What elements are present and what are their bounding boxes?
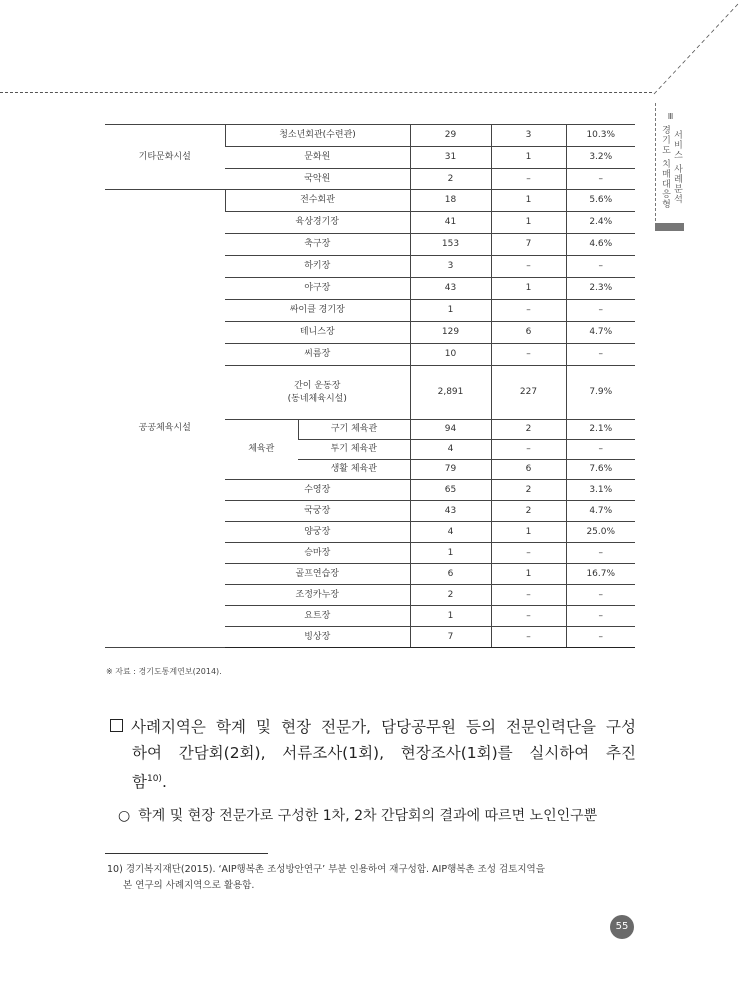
count-cell: 1 — [491, 147, 566, 169]
chapter-side-tab — [657, 112, 684, 209]
count-cell: 2 — [491, 480, 566, 501]
count-cell: – — [491, 585, 566, 606]
total-cell: 29 — [410, 125, 491, 147]
total-cell: 7 — [410, 627, 491, 648]
total-cell: 18 — [410, 190, 491, 212]
total-cell: 1 — [410, 300, 491, 322]
count-cell: 2 — [491, 420, 566, 440]
facility-name-cell: 청소년회관(수련관) — [225, 125, 410, 147]
facility-name-cell: 국악원 — [225, 169, 410, 190]
count-cell: 1 — [491, 522, 566, 543]
facility-name-cell: 생활 체육관 — [298, 460, 410, 480]
facility-name-cell: 테니스장 — [225, 322, 410, 344]
subcategory-cell: 체육관 — [225, 420, 298, 480]
category-cell: 공공체육시설 — [105, 190, 225, 648]
count-cell: 1 — [491, 212, 566, 234]
count-cell: 6 — [491, 322, 566, 344]
total-cell: 1 — [410, 543, 491, 564]
count-cell: 1 — [491, 564, 566, 585]
footnote-line1: 10) 경기복지재단(2015). ‘AIP행복촌 조성방안연구’ 부분 인용하여 재구성함. AIP행복촌 조성 검토지역을 — [107, 864, 545, 875]
facility-name-cell: 조정카누장 — [225, 585, 410, 606]
side-tab-bar — [655, 223, 684, 231]
footnote-line2: 본 연구의 사례지역으로 활용함. — [123, 880, 255, 891]
total-cell: 3 — [410, 256, 491, 278]
sub-paragraph — [118, 806, 638, 826]
table-source-note: ※ 자료 : 경기도통계연보(2014). — [106, 667, 222, 676]
total-cell: 2 — [410, 169, 491, 190]
total-cell: 65 — [410, 480, 491, 501]
facility-name-cell: 요트장 — [225, 606, 410, 627]
ratio-cell: 10.3% — [566, 125, 635, 147]
facility-name-cell: 빙상장 — [225, 627, 410, 648]
total-cell: 43 — [410, 278, 491, 300]
ratio-cell: 7.6% — [566, 460, 635, 480]
main-paragraph-line1: 사례지역은 학계 및 현장 전문가, 담당공무원 등의 전문인력단을 구성 — [110, 714, 636, 740]
total-cell: 43 — [410, 501, 491, 522]
facility-name-cell: 양궁장 — [225, 522, 410, 543]
ratio-cell: 4.6% — [566, 234, 635, 256]
count-cell: 7 — [491, 234, 566, 256]
facility-name-cell: 구기 체육관 — [298, 420, 410, 440]
side-tab-rule — [655, 103, 656, 221]
ratio-cell: – — [566, 169, 635, 190]
count-cell: – — [491, 440, 566, 460]
ratio-cell: – — [566, 585, 635, 606]
ratio-cell: 7.9% — [566, 366, 635, 420]
ratio-cell: – — [566, 440, 635, 460]
facility-name-line2: (동네체육시설) — [287, 393, 347, 404]
ratio-cell: 5.6% — [566, 190, 635, 212]
total-cell: 153 — [410, 234, 491, 256]
ratio-cell: 3.2% — [566, 147, 635, 169]
ratio-cell: 4.7% — [566, 322, 635, 344]
total-cell: 4 — [410, 522, 491, 543]
table-row — [105, 190, 635, 212]
footnote-ref: 10) — [146, 774, 162, 784]
page-number: 55 — [610, 915, 634, 939]
count-cell: – — [491, 256, 566, 278]
ratio-cell: – — [566, 344, 635, 366]
ratio-cell: – — [566, 606, 635, 627]
header-diagonal-decoration — [640, 0, 740, 110]
count-cell: – — [491, 300, 566, 322]
total-cell: 79 — [410, 460, 491, 480]
facility-name-cell: 육상경기장 — [225, 212, 410, 234]
total-cell: 2 — [410, 585, 491, 606]
ratio-cell: 25.0% — [566, 522, 635, 543]
ratio-cell: 16.7% — [566, 564, 635, 585]
count-cell: 227 — [491, 366, 566, 420]
count-cell: 3 — [491, 125, 566, 147]
footnote-rule — [105, 853, 268, 854]
ratio-cell: 2.4% — [566, 212, 635, 234]
total-cell: 1 — [410, 606, 491, 627]
facility-name-cell: 축구장 — [225, 234, 410, 256]
count-cell: – — [491, 344, 566, 366]
facility-name-cell: 투기 체육관 — [298, 440, 410, 460]
count-cell: – — [491, 543, 566, 564]
facility-name-cell — [225, 366, 410, 420]
chapter-numeral: Ⅲ — [667, 112, 674, 121]
total-cell: 31 — [410, 147, 491, 169]
count-cell: – — [491, 606, 566, 627]
main-paragraph — [110, 714, 636, 795]
main-paragraph-line3: 함$^{10)}$. — [132, 773, 167, 792]
count-cell: 2 — [491, 501, 566, 522]
square-bullet-icon — [110, 719, 123, 732]
total-cell: 94 — [410, 420, 491, 440]
facility-name-cell: 문화원 — [225, 147, 410, 169]
facility-name-cell: 야구장 — [225, 278, 410, 300]
sub-paragraph-text: 학계 및 현장 전문가로 구성한 1차, 2차 간담회의 결과에 따르면 노인인구뿐 — [138, 808, 598, 824]
header-dashed-rule — [0, 92, 652, 93]
table-row — [105, 125, 635, 147]
ratio-cell: 2.3% — [566, 278, 635, 300]
facility-stats-table — [105, 124, 635, 648]
category-cell: 기타문화시설 — [105, 125, 225, 190]
ratio-cell: 4.7% — [566, 501, 635, 522]
total-cell: 10 — [410, 344, 491, 366]
chapter-title-line1: 경기도 치매대응형 — [660, 125, 670, 209]
ratio-cell: – — [566, 543, 635, 564]
count-cell: 1 — [491, 278, 566, 300]
main-paragraph-line2: 하여 간담회(2회), 서류조사(1회), 현장조사(1회)를 실시하여 추진 — [132, 744, 636, 762]
facility-name-cell: 국궁장 — [225, 501, 410, 522]
count-cell: – — [491, 169, 566, 190]
facility-name-cell: 하키장 — [225, 256, 410, 278]
facility-name-line1: 간이 운동장 — [294, 381, 341, 392]
facility-name-cell: 씨름장 — [225, 344, 410, 366]
footnote — [107, 862, 637, 894]
facility-name-cell: 골프연습장 — [225, 564, 410, 585]
ratio-cell: – — [566, 256, 635, 278]
ratio-cell: – — [566, 627, 635, 648]
facility-name-cell: 전수회관 — [225, 190, 410, 212]
count-cell: 1 — [491, 190, 566, 212]
circle-bullet-icon: ○ — [118, 808, 131, 824]
ratio-cell: 3.1% — [566, 480, 635, 501]
total-cell: 6 — [410, 564, 491, 585]
ratio-cell: 2.1% — [566, 420, 635, 440]
facility-name-cell: 싸이클 경기장 — [225, 300, 410, 322]
ratio-cell: – — [566, 300, 635, 322]
facility-name-cell: 수영장 — [225, 480, 410, 501]
chapter-title-line2: 서비스 사례분석 — [672, 130, 682, 204]
total-cell: 41 — [410, 212, 491, 234]
facility-name-cell: 승마장 — [225, 543, 410, 564]
count-cell: – — [491, 627, 566, 648]
total-cell: 4 — [410, 440, 491, 460]
count-cell: 6 — [491, 460, 566, 480]
total-cell: 129 — [410, 322, 491, 344]
total-cell: 2,891 — [410, 366, 491, 420]
